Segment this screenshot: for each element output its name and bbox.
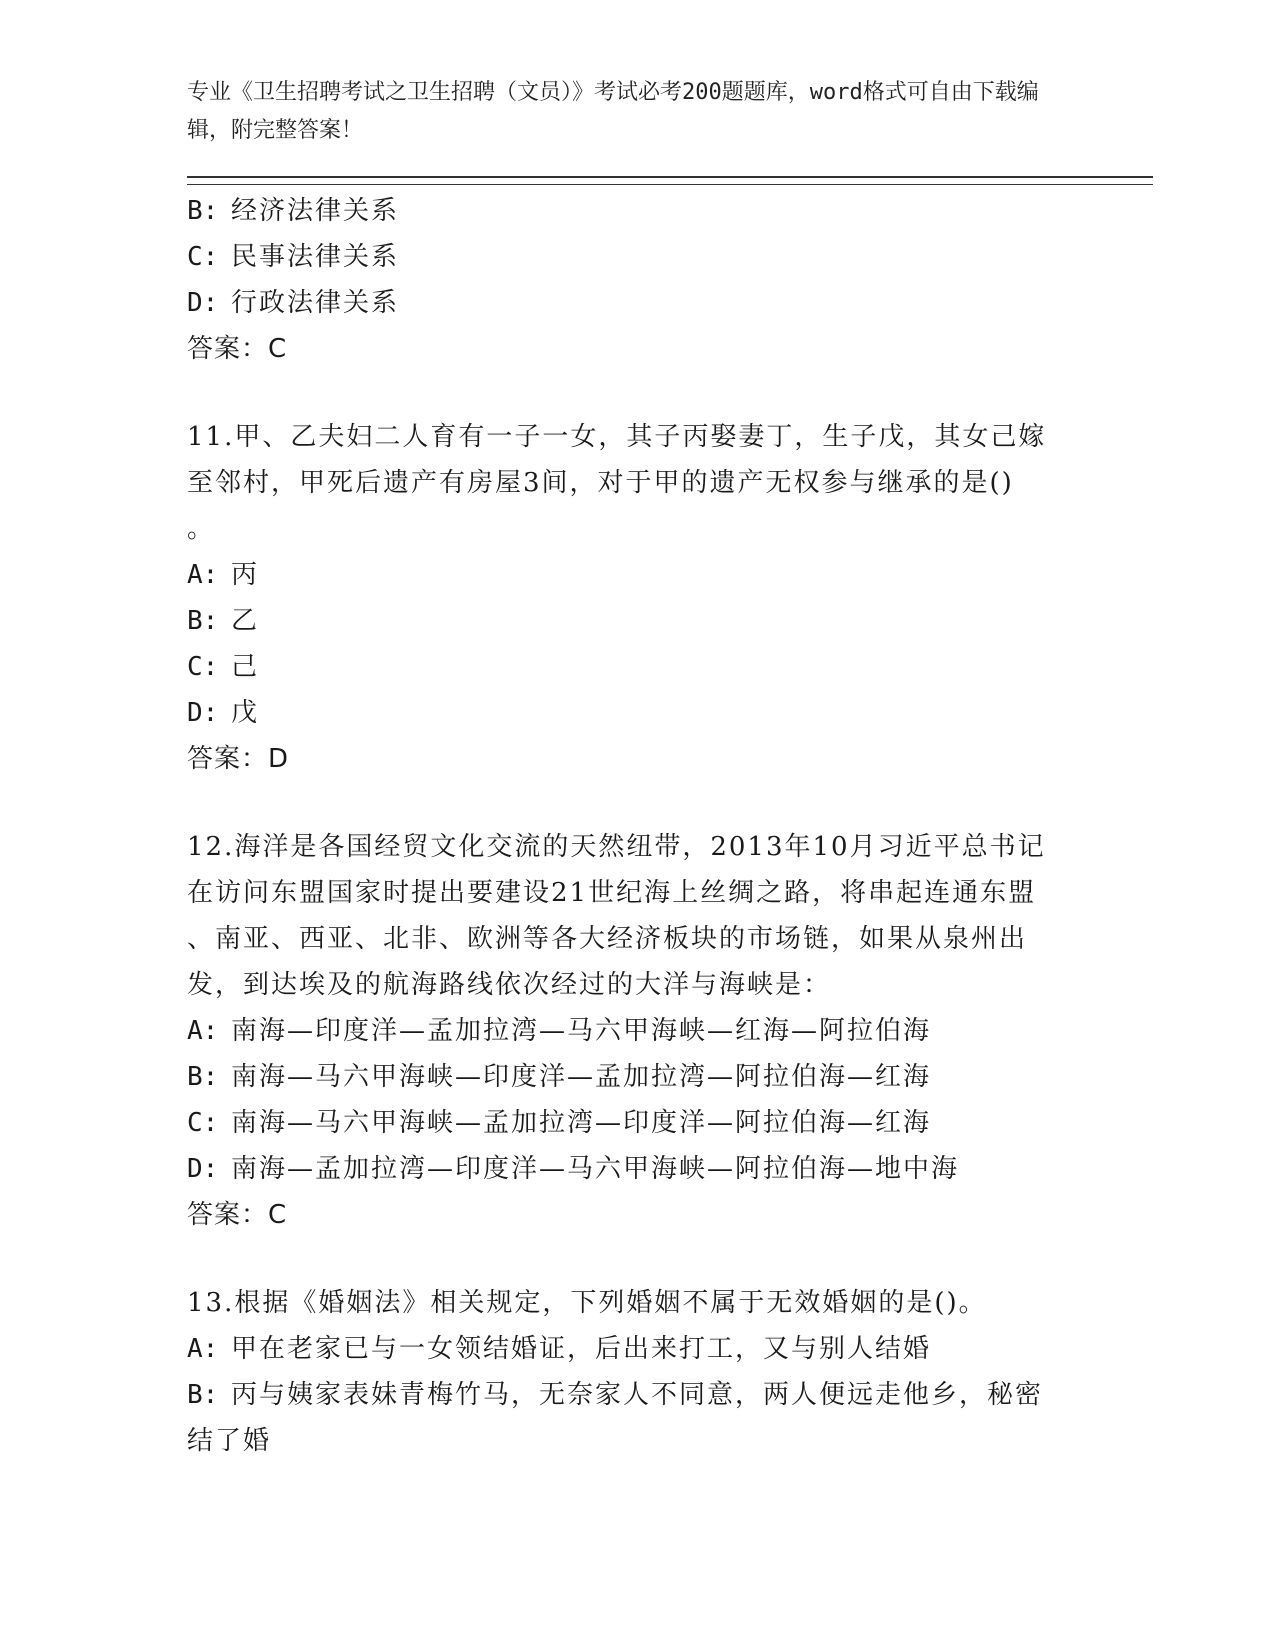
option-label: B: <box>187 1062 219 1092</box>
question-stem-line: 发，到达埃及的航海路线依次经过的大洋与海峡是： <box>187 970 832 1000</box>
option-label: A: <box>187 560 219 590</box>
document-body <box>187 188 1067 1464</box>
answer: 答案：D <box>187 744 290 774</box>
question-stem-line: 11.甲、乙夫妇二人育有一子一女，其子丙娶妻丁，生子戊，其女己嫁 <box>187 422 1047 452</box>
option-label: B: <box>187 606 219 636</box>
option-text: 南海—马六甲海峡—印度洋—孟加拉湾—阿拉伯海—红海 <box>231 1062 932 1092</box>
option-label: A: <box>187 1334 219 1364</box>
question-stem-line: 13.根据《婚姻法》相关规定，下列婚姻不属于无效婚姻的是()。 <box>187 1288 987 1318</box>
spacer <box>187 782 1067 824</box>
spacer <box>187 1238 1067 1280</box>
option-text: 甲在老家已与一女领结婚证，后出来打工，又与别人结婚 <box>231 1334 932 1364</box>
option-d <box>187 1146 1067 1192</box>
option-a <box>187 552 1067 598</box>
option-d <box>187 690 1067 736</box>
option-text: 戊 <box>231 698 260 728</box>
option-d <box>187 280 1067 326</box>
option-a <box>187 1008 1067 1054</box>
option-label: B: <box>187 196 219 226</box>
option-text: 乙 <box>231 606 260 636</box>
option-label: A: <box>187 1016 219 1046</box>
option-c <box>187 644 1067 690</box>
option-text: 南海—马六甲海峡—孟加拉湾—印度洋—阿拉伯海—红海 <box>231 1108 932 1138</box>
option-label: B: <box>187 1380 219 1410</box>
option-b <box>187 1054 1067 1100</box>
option-text: 己 <box>231 652 260 682</box>
option-label: D: <box>187 288 219 318</box>
question-stem-line: 、南亚、西亚、北非、欧洲等各大经济板块的市场链，如果从泉州出 <box>187 924 1028 954</box>
option-label: D: <box>187 1154 219 1184</box>
option-label: D: <box>187 698 219 728</box>
option-b <box>187 188 1067 234</box>
option-text: 南海—孟加拉湾—印度洋—马六甲海峡—阿拉伯海—地中海 <box>231 1154 960 1184</box>
option-text: 经济法律关系 <box>231 196 400 226</box>
option-b <box>187 598 1067 644</box>
question-stem-line: 至邻村，甲死后遗产有房屋3间，对于甲的遗产无权参与继承的是() <box>187 468 1014 498</box>
option-b <box>187 1372 1067 1418</box>
option-text: 丙 <box>231 560 260 590</box>
header-text: 专业《卫生招聘考试之卫生招聘（文员）》考试必考200题题库，word格式可自由下载编辑，附完整答案！ <box>187 80 1039 143</box>
answer: 答案：C <box>187 1200 288 1230</box>
question-stem-line: 在访问东盟国家时提出要建设21世纪海上丝绸之路，将串起连通东盟 <box>187 878 1037 908</box>
spacer <box>187 372 1067 414</box>
answer: 答案：C <box>187 334 288 364</box>
option-label: C: <box>187 652 219 682</box>
page-header <box>187 74 1067 150</box>
option-label: C: <box>187 1108 219 1138</box>
header-divider <box>187 176 1153 185</box>
option-c <box>187 1100 1067 1146</box>
question-stem-line: 12.海洋是各国经贸文化交流的天然纽带，2013年10月习近平总书记 <box>187 832 1046 862</box>
option-text: 丙与姨家表妹青梅竹马，无奈家人不同意，两人便远走他乡，秘密 <box>231 1380 1044 1410</box>
option-text: 行政法律关系 <box>231 288 400 318</box>
option-text: 民事法律关系 <box>231 242 400 272</box>
option-text: 南海—印度洋—孟加拉湾—马六甲海峡—红海—阿拉伯海 <box>231 1016 932 1046</box>
option-label: C: <box>187 242 219 272</box>
option-a <box>187 1326 1067 1372</box>
option-c <box>187 234 1067 280</box>
option-continuation: 结了婚 <box>187 1426 272 1456</box>
question-stem-line: 。 <box>187 514 216 544</box>
